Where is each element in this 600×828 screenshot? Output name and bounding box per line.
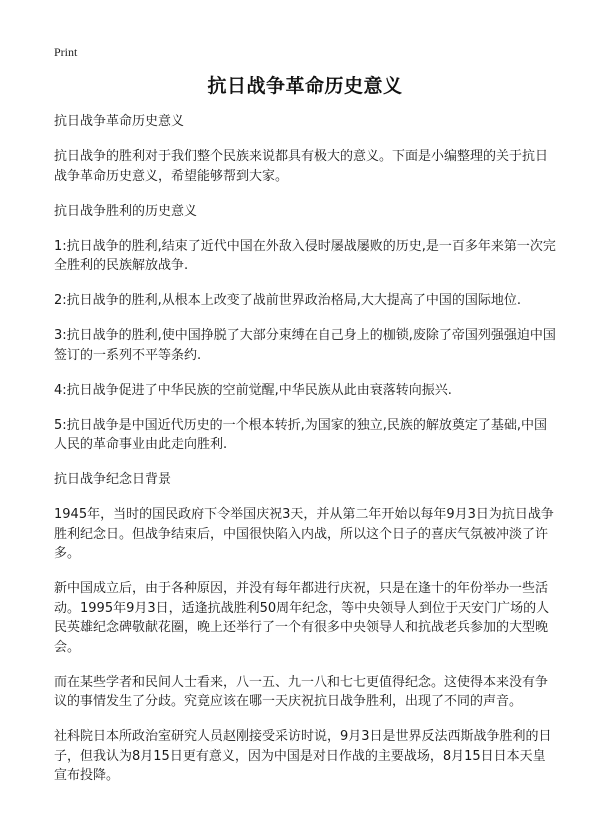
paragraph-section-heading: 抗日战争革命历史意义 xyxy=(54,114,185,129)
paragraph-section-heading: 抗日战争纪念日背景 xyxy=(54,472,172,487)
paragraph-background-4: 社科院日本所政治室研究人员赵刚接受采访时说，9月3日是世界反法西斯战争胜利的日子，但我认为8月15日更有意义，因为中国是对日作战的主要战场，8月15日日本天皇宣布投降。 xyxy=(54,729,552,783)
paragraph-point-3: 3:抗日战争的胜利,使中国挣脱了大部分束缚在自己身上的枷锁,废除了帝国列强强迫中国签订的一系列不平等条约. xyxy=(54,328,556,363)
paragraph-point-1: 1:抗日战争的胜利,结束了近代中国在外敌入侵时屡战屡败的历史,是一百多年来第一次完全胜利的民族解放战争. xyxy=(54,238,556,273)
paragraph-background-1: 1945年，当时的国民政府下令举国庆祝3天，并从第二年开始以每年9月3日为抗日战争胜利纪念日。但战争结束后，中国很快陷入内战，所以这个日子的喜庆气氛被冲淡了许多。 xyxy=(54,507,554,561)
document-title: 抗日战争革命历史意义 xyxy=(207,75,403,97)
paragraph-point-2: 2:抗日战争的胜利,从根本上改变了战前世界政治格局,大大提高了中国的国际地位. xyxy=(54,293,522,308)
paragraph-intro: 抗日战争的胜利对于我们整个民族来说都具有极大的意义。下面是小编整理的关于抗日战争革命历史意义，希望能够帮到大家。 xyxy=(54,149,549,184)
print-link[interactable]: Print xyxy=(54,45,78,59)
paragraph-background-2: 新中国成立后，由于各种原因，并没有每年都进行庆祝，只是在逢十的年份举办一些活动。1995年9月3日，适逢抗战胜利50周年纪念，等中央领导人到位于天安门广场的人民英雄纪念碑敬献花圈，晚上还举行了一个有很多中央领导人和抗战老兵参加的大型晚会。 xyxy=(54,581,550,655)
paragraph-background-3: 而在某些学者和民间人士看来，八一五、九一八和七七更值得纪念。这使得本来没有争议的事情发生了分歧。究竟应该在哪一天庆祝抗日战争胜利，出现了不同的声音。 xyxy=(54,674,549,709)
paragraph-point-5: 5:抗日战争是中国近代历史的一个根本转折,为国家的独立,民族的解放奠定了基础,中国人民的革命事业由此走向胜利. xyxy=(54,417,548,452)
paragraph-point-4: 4:抗日战争促进了中华民族的空前觉醒,中华民族从此由衰落转向振兴. xyxy=(54,382,452,398)
paragraph-section-heading: 抗日战争胜利的历史意义 xyxy=(54,203,198,219)
